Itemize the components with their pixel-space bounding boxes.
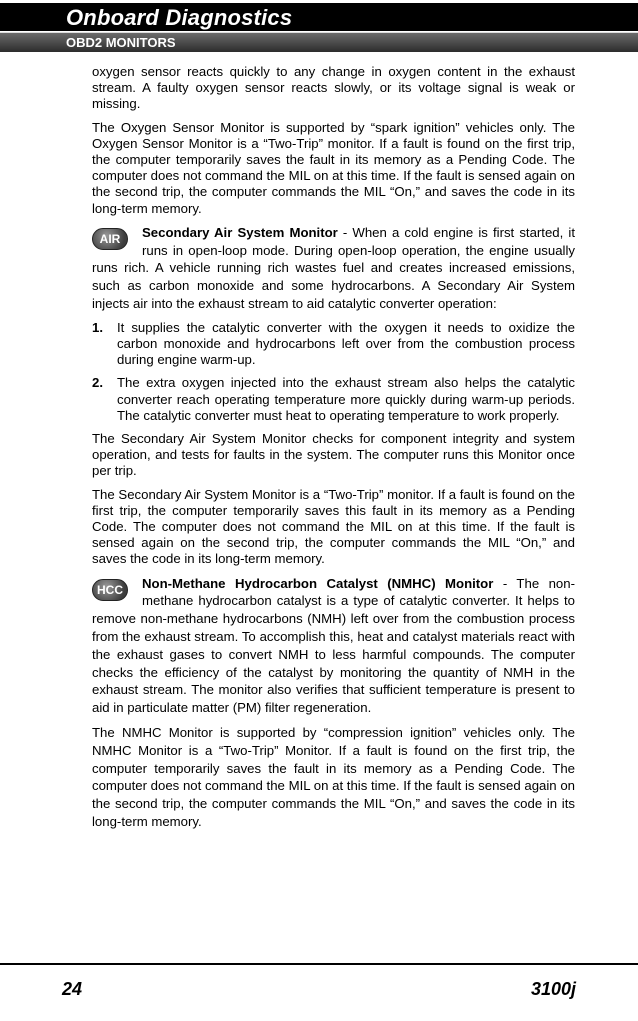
air-icon xyxy=(92,225,132,251)
secondary-air-text: - When a cold engine is first started, it runs in open-loop mode. During open-loop operation, the engine usually runs rich. A vehicle running rich wastes fuel and creates increased emissions, such as carbon monoxide and some hydrocarbons. A Secondary Air System injects air into the exhaust stream to aid catalytic converter operation: xyxy=(92,224,575,312)
paragraph-oxygen-sensor-monitor: The Oxygen Sensor Monitor is supported by “spark ignition” vehicles only. The Oxygen Sensor Monitor is a “Two-Trip” monitor. If a fault is found on the first trip, the computer temporarily saves the fault in its memory as a Pending Code. The computer does not command the MIL on at this time. If the fault is sensed again on the second trip, the computer commands the MIL “On,” and saves the code in its long-term memory. xyxy=(92,119,575,216)
page-body xyxy=(92,64,575,838)
nmhc-section xyxy=(92,575,575,717)
nmhc-text: - The non-methane hydrocarbon catalyst is a type of catalytic converter. It helps to remove non-methane hydrocarbons (NMH) left over from the combustion process from the exhaust stream. To accomplish this, heat and catalyst materials react with the exhaust gases to convert NMH to less harmful compounds. The computer checks the efficiency of the catalyst by monitoring the quantity of NMH in the exhaust stream. The monitor also verifies that sufficient temperature is present to aid in particulate matter (PM) filter regeneration. xyxy=(92,575,575,716)
list-text: The extra oxygen injected into the exhaust stream also helps the catalytic converter reach operating temperature more quickly during warm-up periods. The catalytic converter must heat to operating temperature to work properly. xyxy=(117,375,575,423)
secondary-air-heading: Secondary Air System Monitor xyxy=(142,224,338,240)
paragraph-secondary-air-two-trip: The Secondary Air System Monitor is a “Two-Trip” monitor. If a fault is found on the first trip, the computer temporarily saves this fault in its memory as a Pending Code. The computer does not command the MIL on at this time. If the fault is sensed again on the second trip, the computer commands the MIL “On,” and saves the code in its long-term memory. xyxy=(92,486,575,567)
nmhc-heading: Non-Methane Hydrocarbon Catalyst (NMHC) Monitor xyxy=(142,575,494,591)
model-number: 3100j xyxy=(530,979,576,999)
list-number: 2. xyxy=(92,375,103,391)
air-badge: AIR xyxy=(92,228,128,250)
paragraph-oxygen-sensor-continued: oxygen sensor reacts quickly to any change in oxygen content in the exhaust stream. A faulty oxygen sensor reacts slowly, or its voltage signal is weak or missing. xyxy=(92,64,575,112)
footer-divider xyxy=(0,963,638,965)
hcc-icon xyxy=(92,576,132,602)
page-header xyxy=(0,0,638,56)
hcc-badge: HCC xyxy=(92,579,128,601)
secondary-air-section xyxy=(92,224,575,313)
section-subtitle: OBD2 MONITORS xyxy=(66,35,176,50)
list-item xyxy=(92,375,575,424)
page-title: Onboard Diagnostics xyxy=(66,5,293,30)
paragraph-nmhc-two-trip: The NMHC Monitor is supported by “compression ignition” vehicles only. The NMHC Monitor is a “Two-Trip” Monitor. If a fault is found on the first trip, the computer temporarily saves the fault in its memory as a Pending Code. The computer does not command the MIL on at this time. If the fault is sensed again on the second trip, the computer commands the MIL “On,” and saves the code in its long-term memory. xyxy=(92,725,575,830)
paragraph-secondary-air-checks: The Secondary Air System Monitor checks for component integrity and system operation, and tests for faults in the system. The computer runs this Monitor once per trip. xyxy=(92,431,575,479)
list-item xyxy=(92,320,575,369)
list-text: It supplies the catalytic converter with the oxygen it needs to oxidize the carbon monoxide and hydrocarbons left over from the combustion process during engine warm-up. xyxy=(117,319,575,368)
page-number: 24 xyxy=(62,979,83,999)
list-number: 1. xyxy=(92,319,103,335)
